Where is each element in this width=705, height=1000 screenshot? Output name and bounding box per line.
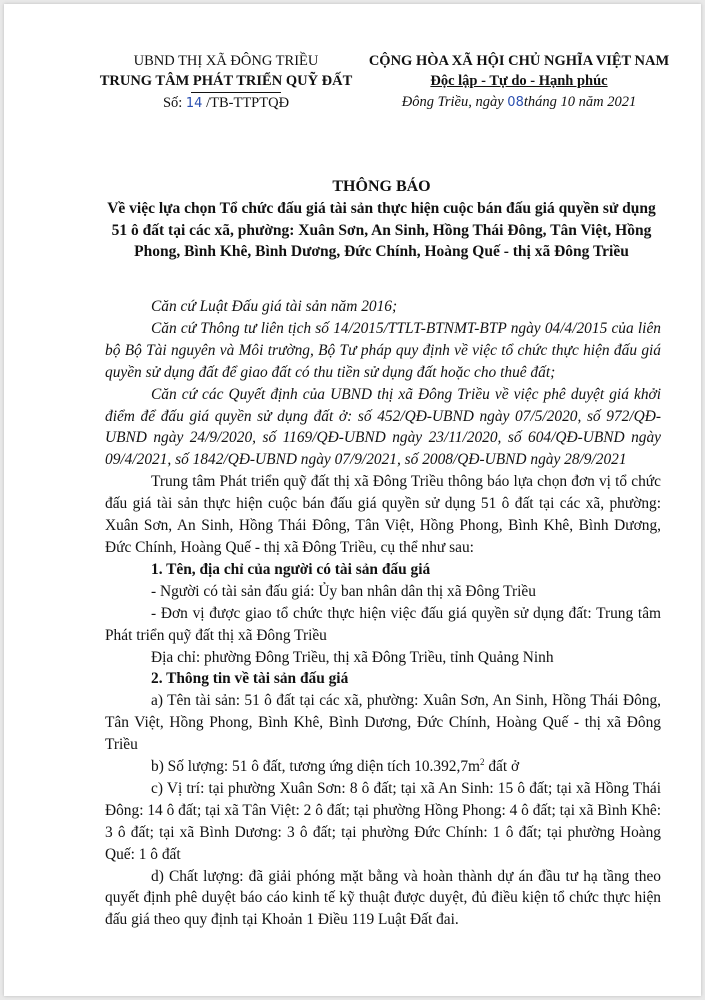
country-name: CỘNG HÒA XÃ HỘI CHỦ NGHĨA VIỆT NAM <box>368 53 670 69</box>
org-name: TRUNG TÂM PHÁT TRIỂN QUỸ ĐẤT <box>99 73 353 89</box>
basis-1: Căn cứ Luật Đấu giá tài sản năm 2016; <box>151 298 398 315</box>
divider <box>191 92 281 93</box>
assigned-unit: - Đơn vị được giao tổ chức thực hiện việc đấu giá quyền sử dụng đất: Trung tâm Phát triển quỹ đất thị xã Đông Triều <box>105 604 661 644</box>
issue-date: Đông Triều, ngày 08tháng 10 năm 2021 <box>401 94 637 110</box>
title-heading: THÔNG BÁO <box>332 178 431 195</box>
address: Địa chỉ: phường Đông Triều, thị xã Đông Triều, tỉnh Quảng Ninh <box>151 648 554 666</box>
issuer-block <box>96 51 356 114</box>
basis-3: Căn cứ các Quyết định của UBND thị xã Đông Triều về việc phê duyệt giá khởi điểm để đấu giá quyền sử dụng đất ở: số 452/QĐ-UBND ngày 07/5/2020, số 972/QĐ-UBND ngày 24/9/2020, số 1169/QĐ-UBND ngày 23/11/2020, số 604/QĐ-UBND ngày 09/4/2021, số 1842/QĐ-UBND ngày 07/9/2021, số 2008/QĐ-UBND ngày 28/9/2021 <box>105 385 661 469</box>
national-header <box>364 51 674 113</box>
document-body <box>105 296 661 931</box>
section-2-heading: 2. Thông tin về tài sản đấu giá <box>151 670 349 688</box>
basis-2: Căn cứ Thông tư liên tịch số 14/2015/TTLT-BTNMT-BTP ngày 04/4/2015 của liên bộ Bộ Tài nguyên và Môi trường, Bộ Tư pháp quy định về việc tổ chức thực hiện đấu giá quyền sử dụng đất để giao đất có thu tiền sử dụng đất hoặc cho thuê đất; <box>105 319 661 381</box>
asset-quality: d) Chất lượng: đã giải phóng mặt bằng và hoàn thành dự án đầu tư hạ tầng theo quyết định phê duyệt báo cáo kinh tế kỹ thuật được duyệt, đủ điều kiện tổ chức thực hiện đấu giá theo quy định tại Khoản 1 Điều 119 Luật Đất đai. <box>105 867 661 929</box>
intro-paragraph: Trung tâm Phát triển quỹ đất thị xã Đông Triều thông báo lựa chọn đơn vị tổ chức đấu giá tài sản thực hiện cuộc bán đấu giá quyền sử dụng 51 ô đất tại các xã, phường: Xuân Sơn, An Sinh, Hồng Thái Đông, Tân Việt, Hồng Phong, Bình Khê, Bình Dương, Đức Chính, Hoàng Quế - thị xã Đông Triều, cụ thể như sau: <box>105 473 661 556</box>
asset-owner: - Người có tài sản đấu giá: Ủy ban nhân dân thị xã Đông Triều <box>151 582 536 600</box>
asset-quantity: b) Số lượng: 51 ô đất, tương ứng diện tích $10.392,7m^2$ đất ở <box>151 756 520 776</box>
document-title <box>99 176 664 263</box>
asset-location: c) Vị trí: tại phường Xuân Sơn: 8 ô đất; tại xã An Sinh: 15 ô đất; tại xã Hồng Thái Đông: 14 ô đất; tại xã Tân Việt: 2 ô đất; tại phường Hồng Phong: 4 ô đất; tại xã Bình Khê: 3 ô đất; tại xã Bình Dương: 3 ô đất; tại phường Đức Chính: 1 ô đất; tại phường Hoàng Quế: 1 ô đất <box>105 779 661 863</box>
title-subject: Về việc lựa chọn Tổ chức đấu giá tài sản thực hiện cuộc bán đấu giá quyền sử dụng 51 ô đất tại các xã, phường: Xuân Sơn, An Sinh, Hồng Thái Đông, Tân Việt, Hồng Phong, Bình Khê, Bình Dương, Đức Chính, Hoàng Quế - thị xã Đông Triều <box>107 199 656 261</box>
asset-name: a) Tên tài sản: 51 ô đất tại các xã, phường: Xuân Sơn, An Sinh, Hồng Thái Đông, Tân Việt, Hồng Phong, Bình Khê, Bình Dương, Đức Chính, Hoàng Quế - thị xã Đông Triều <box>105 692 661 754</box>
handwritten-day: 08 <box>507 95 524 110</box>
document-page <box>4 4 701 996</box>
motto: Độc lập - Tự do - Hạnh phúc <box>430 73 608 89</box>
section-1-heading: 1. Tên, địa chỉ của người có tài sản đấu giá <box>151 560 431 578</box>
handwritten-number: 14 <box>185 96 203 111</box>
org-parent: UBND THỊ XÃ ĐÔNG TRIỀU <box>133 53 319 69</box>
doc-number: Số: 14 /TB-TTPTQĐ <box>162 95 290 111</box>
